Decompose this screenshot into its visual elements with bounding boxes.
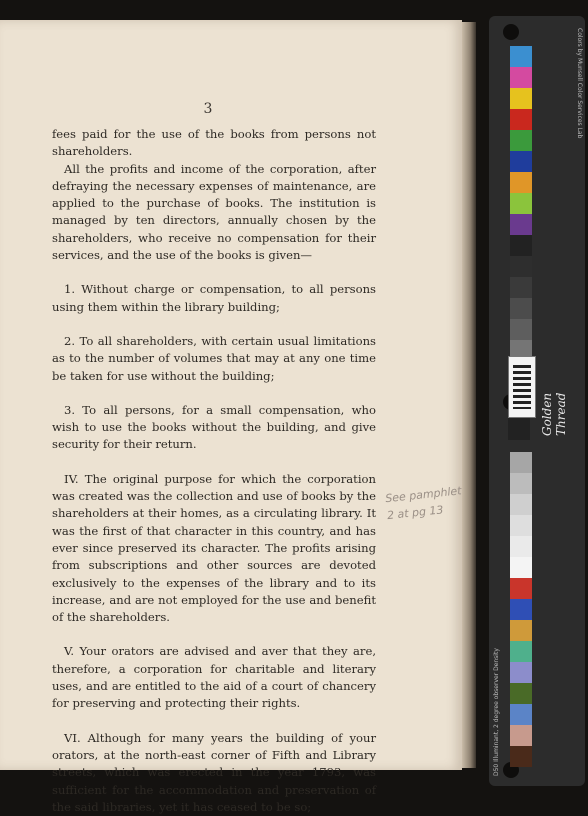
color-swatch [510,67,532,88]
color-swatch [510,256,532,277]
paragraph: V. Your orators are advised and aver that they are, therefore, a corporation for charitable and literary uses, and are entitled to the aid of a court of chancery for preserving and protecting their rights. [52,644,376,711]
checker-title: Colors by Munsell Color Services Lab [576,28,583,139]
color-swatch [510,683,532,704]
color-swatch [510,662,532,683]
color-swatch [510,494,532,515]
color-swatch [510,235,532,256]
paragraph: 3. To all persons, for a small compensation, who wish to use the books without the building, and give security for their return. [52,402,376,452]
color-swatch [510,277,532,298]
color-swatch [510,620,532,641]
color-swatch [510,130,532,151]
handwritten-margin-note: See pamphlet 2 at pg 13 [384,484,463,523]
color-swatch [510,109,532,130]
color-swatch [510,172,532,193]
color-checker-target [489,16,585,786]
punch-hole [503,24,519,40]
color-swatch [510,725,532,746]
color-swatch [510,452,532,473]
color-swatches-top [510,46,532,382]
paragraph: fees paid for the use of the books from persons not shareholders. [52,127,376,159]
resolution-target [508,356,536,418]
checker-footer: D50 Illuminant, 2 degree observer Density [493,648,500,776]
color-swatch [510,193,532,214]
color-swatch [510,151,532,172]
color-swatch [510,599,532,620]
color-swatch [510,46,532,67]
color-swatch [510,298,532,319]
paragraph: All the profits and income of the corporation, after defraying the necessary expenses of maintenance, are applied to the purchase of books. The institution is managed by ten directors, annually chosen by the shareholders, who receive no compensation for their services, and the use of the books is given— [52,161,376,263]
color-swatch [510,515,532,536]
color-swatch [510,746,532,767]
paragraph: 1. Without charge or compensation, to all persons using them within the library building; [52,282,376,314]
page-number: 3 [203,101,213,117]
color-swatch [510,319,532,340]
color-swatches-bottom [510,452,532,767]
golden-thread-label: Golden Thread [540,392,568,436]
color-swatch [510,557,532,578]
page-edge [462,22,476,768]
color-swatch [510,536,532,557]
body-text [52,126,376,816]
color-swatch [510,473,532,494]
paragraph: IV. The original purpose for which the corporation was created was the collection and use of books by the shareholders at their homes, as a circulating library. It was the first of that character in this country, and has ever since preserved its character. The profits arising from subscriptions and other sources are devoted exclusively to the expenses of the library and to its increase, and are not employed for the use and benefit of the shareholders. [52,471,376,625]
color-swatch [510,641,532,662]
color-swatch [510,704,532,725]
paragraph: VI. Although for many years the building of your orators, at the north-east corner of Fifth and Library streets, which was erected in the year 1793, was sufficient for the accommodation and preservation of the said libraries, yet it has ceased to be so; [52,730,376,814]
logo-block [508,418,530,440]
paragraph: 2. To all shareholders, with certain usual limitations as to the number of volumes that may at any one time be taken for use without the building; [52,333,376,383]
color-swatch [510,88,532,109]
color-swatch [510,214,532,235]
color-swatch [510,578,532,599]
